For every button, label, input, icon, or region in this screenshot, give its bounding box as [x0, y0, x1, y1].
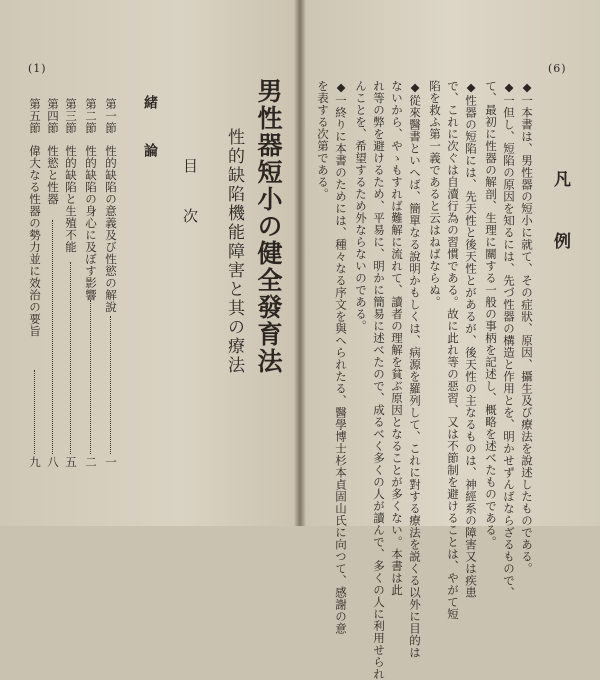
toc-entry-2-title: 性的缺陷の身心に及ぼす影響: [84, 145, 98, 301]
left-page-number: (1): [28, 62, 47, 75]
toc-entry-5-page: 九: [28, 456, 42, 468]
right-heading: 凡 例: [550, 170, 570, 263]
paragraph-line-8: ないから、やゝもすれば難解に流れて、讀者の理解を貧ぶ原因となることが多くない。本書は此: [390, 80, 404, 596]
toc-entry-2-page: 二: [84, 456, 98, 468]
toc-entry-3-section: 第三節: [64, 98, 78, 134]
toc-leader-4: [52, 220, 53, 454]
toc-entry-1-title: 性的缺陷の意義及び性慾の解說: [104, 145, 118, 313]
paragraph-line-11: ◆一終りに本書のためには、種々なる序文を與へられたる、醫學博士杉本貞固山氏に向つて、感謝の意: [334, 80, 348, 635]
toc-heading: 目 次: [181, 158, 199, 233]
toc-entry-4-page: 八: [46, 456, 60, 468]
toc-leader-3: [70, 262, 71, 454]
subtitle: 性的缺陷機能障害と其の療法: [224, 128, 244, 375]
paragraph-line-3: て、最初に性器の解剖、生理に關する一般の事柄を記述し、概略を述べたものである。: [484, 80, 498, 548]
toc-entry-3-title: 性的缺陷と生殖不能: [64, 145, 78, 253]
paragraph-line-10: んことを、希望するため外ならないのである。: [354, 80, 368, 332]
paragraph-line-7: ◆從來醫書といへば、簡單なる說明かもしくは、病源を羅列して、これに對する療法を説くる以外に目的は: [408, 80, 422, 659]
paragraph-line-12: を表する次第である。: [316, 80, 330, 200]
book-gutter: [294, 0, 306, 526]
toc-entry-4-section: 第四節: [46, 98, 60, 134]
toc-leader-1: [110, 316, 111, 454]
toc-entry-4-title: 性慾と性器: [46, 145, 60, 205]
paragraph-line-6: 陷を救ふ第一義であると云はねばならぬ。: [428, 80, 442, 308]
toc-entry-5-section: 第五節: [28, 98, 42, 134]
section-heading: 緒 論: [142, 95, 158, 167]
right-page-number: (6): [548, 62, 567, 75]
toc-entry-5-title: 偉大なる性器の勢力並に效治の要旨: [28, 145, 42, 337]
paragraph-line-1: ◆一本書は、男性器の短小に就て、その症狀、原因、攝生及び療法を說述したものである。: [520, 80, 534, 575]
toc-entry-1-section: 第一節: [104, 98, 118, 134]
toc-leader-5: [34, 370, 35, 454]
paragraph-line-2: ◆一但し、短陷の原因を知るには、先づ性器の構造と作用とを、明かせずんばならざるもので、: [502, 80, 516, 599]
toc-leader-2: [90, 300, 91, 454]
paragraph-line-4: ◆性器の短陷には、先天性と後天性とがあるが、後天性の主なるものは、神經系の障害又は疾患: [464, 80, 478, 599]
main-title: 男性器短小の健全發育法: [254, 78, 283, 375]
paragraph-line-9: れ等の弊を避けるため、平易に、明かに簡易に述べたので、成るべく多くの人が讀んで、多くの人に利用せられ: [372, 80, 386, 680]
toc-entry-2-section: 第二節: [84, 98, 98, 134]
toc-entry-3-page: 五: [64, 456, 78, 468]
paragraph-line-5: で、これに次ぐは自瀆行為の習慣である。故に此れ等の惡習、又は不節制を避けることは、やがて短: [446, 80, 460, 620]
toc-entry-1-page: 一: [104, 456, 118, 468]
